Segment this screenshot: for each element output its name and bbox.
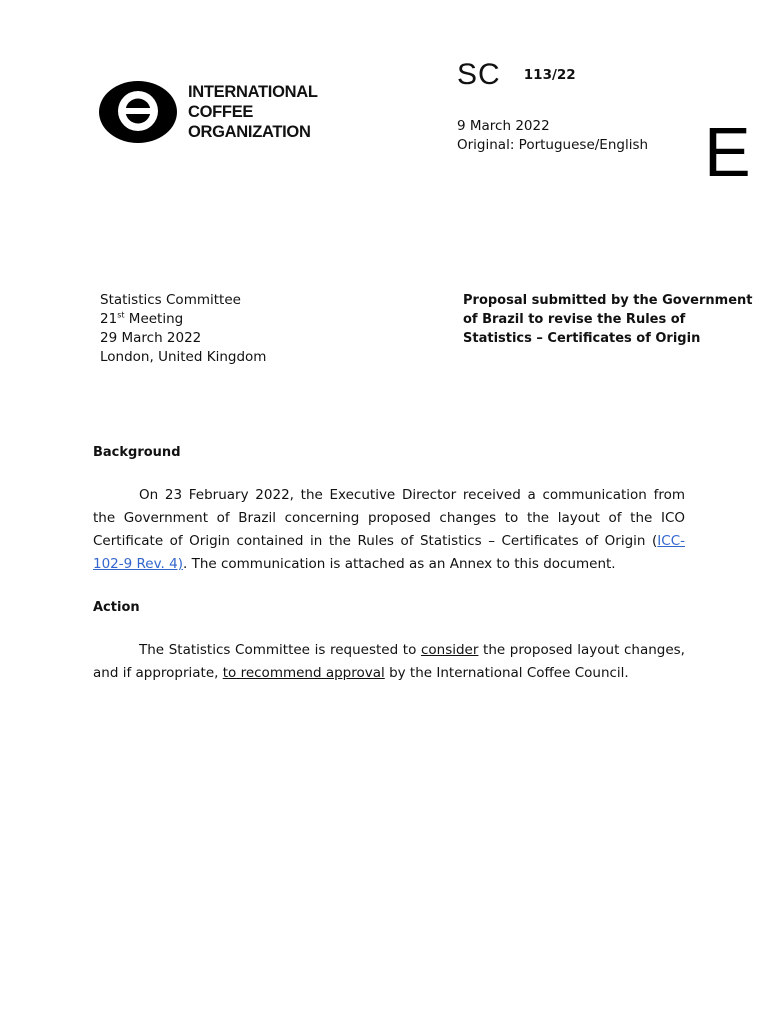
document-body	[93, 443, 685, 707]
language-letter: E	[704, 113, 751, 191]
action-heading: Action	[93, 600, 140, 615]
action-paragraph	[93, 639, 685, 685]
rules-document-link[interactable]: ICC-102-9 Rev. 4)	[93, 533, 685, 572]
action-text-2: the proposed layout changes, and if appropriate,	[93, 642, 685, 681]
document-number: 113/22	[523, 67, 576, 83]
document-date: 9 March 2022	[457, 118, 550, 134]
document-meta	[457, 117, 648, 155]
background-paragraph	[93, 484, 685, 576]
meeting-word: Meeting	[124, 311, 184, 327]
original-language: Original: Portuguese/English	[457, 137, 649, 153]
meeting-number	[100, 310, 266, 329]
action-recommend-approval: to recommend approval	[222, 665, 385, 681]
meeting-number-value: 21	[100, 311, 118, 327]
action-text-1: The Statistics Committee is requested to	[139, 642, 421, 658]
org-name	[188, 82, 318, 142]
background-text-2: . The communication is attached as an Annex to this document.	[182, 556, 616, 572]
org-name-line-3: ORGANIZATION	[188, 123, 311, 141]
ico-logo	[98, 80, 338, 146]
committee-name: Statistics Committee	[100, 292, 241, 308]
ico-emblem-icon	[98, 80, 180, 144]
background-text-1: On 23 February 2022, the Executive Director received a communication from the Government of Brazil concerning proposed changes to the layout of the ICO Certificate of Origin contained in the Rules of Statistics – Certificates of Origin (	[93, 487, 685, 549]
org-name-line-1: INTERNATIONAL	[188, 83, 318, 101]
background-heading: Background	[93, 445, 181, 460]
action-consider: consider	[420, 642, 479, 658]
document-code	[457, 58, 576, 92]
document-title: Proposal submitted by the Government of Brazil to revise the Rules of Statistics – Certificates of Origin	[463, 293, 753, 346]
meeting-date: 29 March 2022	[100, 330, 202, 346]
meeting-location: London, United Kingdom	[100, 349, 267, 365]
action-text-3: by the International Coffee Council.	[384, 665, 629, 681]
meeting-number-suffix: st	[117, 310, 125, 320]
document-series: SC	[457, 58, 501, 91]
org-name-line-2: COFFEE	[188, 103, 254, 121]
meeting-info	[100, 291, 266, 367]
